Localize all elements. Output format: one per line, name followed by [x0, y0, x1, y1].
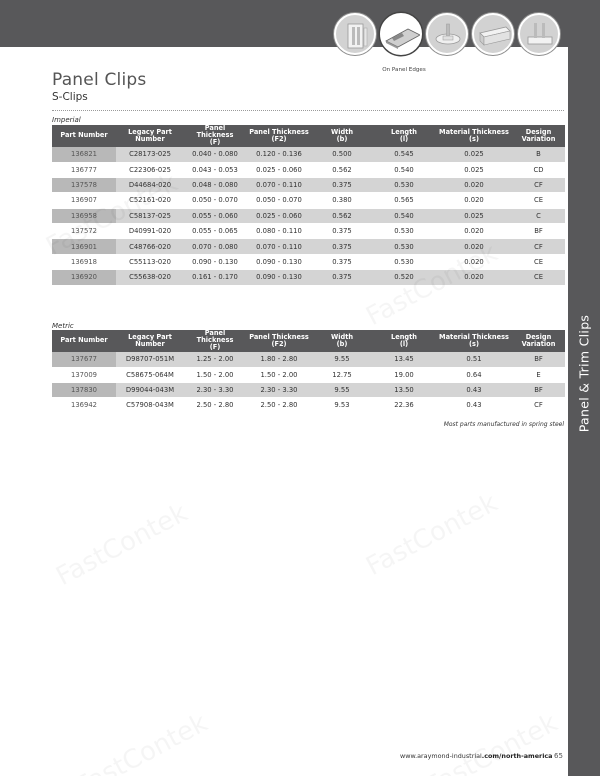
- watermark: [51, 498, 192, 592]
- table-cell: C52161-020: [116, 193, 184, 208]
- title-divider: [52, 110, 564, 111]
- table-cell: BF: [512, 224, 565, 239]
- table-cell: 0.040 - 0.080: [184, 147, 246, 162]
- column-header: [52, 330, 116, 352]
- column-header-line2: (F2): [271, 134, 287, 143]
- table-cell: 12.75: [312, 367, 372, 382]
- watermark: [421, 708, 562, 776]
- part-number-cell[interactable]: 136942: [52, 398, 116, 413]
- column-header-line1: Part Number: [60, 336, 108, 345]
- column-header: [512, 330, 565, 352]
- panel-edge-icon[interactable]: [380, 13, 422, 55]
- table-cell: 0.048 - 0.080: [184, 177, 246, 192]
- column-header-line2: Variation: [521, 134, 556, 143]
- column-header: [116, 125, 184, 147]
- column-header-line2: (b): [336, 339, 348, 348]
- table-cell: D44684-020: [116, 177, 184, 192]
- footer-url-middle: industrial: [451, 752, 482, 760]
- column-header-line1: Width: [330, 127, 354, 136]
- table-cell: 19.00: [372, 367, 436, 382]
- column-header: [52, 125, 116, 147]
- table-row: [52, 193, 565, 208]
- imperial-body: [52, 147, 565, 286]
- part-number-cell[interactable]: 136777: [52, 162, 116, 177]
- column-header-line2: Number: [135, 339, 165, 348]
- column-header-line2: (l): [399, 339, 409, 348]
- part-number-cell[interactable]: 136918: [52, 254, 116, 269]
- column-header: [184, 125, 246, 147]
- table-cell: 0.375: [312, 254, 372, 269]
- table-cell: 2.30 - 3.30: [246, 382, 312, 397]
- table-row: [52, 398, 565, 413]
- table-cell: CF: [512, 239, 565, 254]
- table-row: [52, 367, 565, 382]
- column-header-line1: Material Thickness: [439, 332, 509, 341]
- table-cell: CF: [512, 177, 565, 192]
- table-row: [52, 147, 565, 162]
- imperial-label: Imperial: [52, 116, 81, 124]
- table-cell: 2.50 - 2.80: [184, 398, 246, 413]
- table-cell: E: [512, 367, 565, 382]
- table-cell: 9.55: [312, 382, 372, 397]
- table-row: [52, 270, 565, 285]
- table-cell: 0.43: [436, 382, 512, 397]
- column-header-line1: Material Thickness: [439, 127, 509, 136]
- column-header: [372, 330, 436, 352]
- part-number-cell[interactable]: 137009: [52, 367, 116, 382]
- column-header-line2: (b): [336, 134, 348, 143]
- metric-label: Metric: [52, 322, 74, 330]
- table-cell: C22306-025: [116, 162, 184, 177]
- column-header-line2: (F2): [271, 339, 287, 348]
- column-header-line1: Legacy Part: [128, 332, 172, 341]
- table-cell: 0.090 - 0.130: [246, 270, 312, 285]
- table-cell: 1.50 - 2.00: [184, 367, 246, 382]
- table-cell: D98707-051M: [116, 352, 184, 367]
- column-header: [512, 125, 565, 147]
- part-number-cell[interactable]: 136901: [52, 239, 116, 254]
- table-cell: 0.530: [372, 239, 436, 254]
- table-row: [52, 382, 565, 397]
- table-cell: 0.375: [312, 224, 372, 239]
- table-cell: B: [512, 147, 565, 162]
- column-header: [184, 330, 246, 352]
- column-header: [312, 125, 372, 147]
- table-cell: 0.43: [436, 398, 512, 413]
- panel-stud-icon[interactable]: [518, 13, 560, 55]
- table-cell: 0.090 - 0.130: [246, 254, 312, 269]
- table-cell: 2.30 - 3.30: [184, 382, 246, 397]
- column-header: [372, 125, 436, 147]
- part-number-cell[interactable]: 136821: [52, 147, 116, 162]
- column-header: [246, 125, 312, 147]
- table-cell: 0.530: [372, 224, 436, 239]
- part-number-cell[interactable]: 136958: [52, 208, 116, 223]
- table-cell: 0.120 - 0.136: [246, 147, 312, 162]
- column-header-line1: Panel Thickness: [196, 329, 234, 345]
- table-cell: CE: [512, 193, 565, 208]
- table-cell: D40991-020: [116, 224, 184, 239]
- table-row: [52, 352, 565, 367]
- table-cell: 0.020: [436, 193, 512, 208]
- table-row: [52, 254, 565, 269]
- column-header-line1: Legacy Part: [128, 127, 172, 136]
- table-cell: 0.050 - 0.070: [246, 193, 312, 208]
- footnote: Most parts manufactured in spring steel: [443, 421, 564, 428]
- table-cell: 0.565: [372, 193, 436, 208]
- column-header: [116, 330, 184, 352]
- table-cell: C28173-025: [116, 147, 184, 162]
- page-subtitle: S-Clips: [52, 91, 88, 103]
- table-cell: 0.080 - 0.110: [246, 224, 312, 239]
- part-number-cell[interactable]: 137578: [52, 177, 116, 192]
- table-cell: 0.025: [436, 147, 512, 162]
- table-cell: 0.375: [312, 177, 372, 192]
- table-cell: 0.520: [372, 270, 436, 285]
- table-cell: 0.025 - 0.060: [246, 162, 312, 177]
- table-row: [52, 177, 565, 192]
- table-cell: CE: [512, 270, 565, 285]
- table-cell: 9.55: [312, 352, 372, 367]
- table-cell: 0.530: [372, 177, 436, 192]
- table-cell: C57908-043M: [116, 398, 184, 413]
- table-row: [52, 162, 565, 177]
- part-number-cell[interactable]: 137830: [52, 382, 116, 397]
- table-cell: 0.562: [312, 208, 372, 223]
- table-cell: 0.375: [312, 270, 372, 285]
- table-row: [52, 239, 565, 254]
- table-cell: 0.025 - 0.060: [246, 208, 312, 223]
- table-cell: 0.070 - 0.080: [184, 239, 246, 254]
- table-cell: 0.375: [312, 239, 372, 254]
- column-header-line2: (F): [209, 138, 221, 147]
- metric-table: [52, 330, 565, 414]
- table-cell: C: [512, 208, 565, 223]
- part-number-cell[interactable]: 137572: [52, 224, 116, 239]
- table-cell: 0.050 - 0.070: [184, 193, 246, 208]
- table-cell: 1.80 - 2.80: [246, 352, 312, 367]
- table-cell: CD: [512, 162, 565, 177]
- table-cell: 2.50 - 2.80: [246, 398, 312, 413]
- table-cell: 0.545: [372, 147, 436, 162]
- table-cell: 0.540: [372, 208, 436, 223]
- column-header-line1: Length: [391, 127, 417, 136]
- column-header-line2: (F): [209, 343, 221, 352]
- table-cell: 1.50 - 2.00: [246, 367, 312, 382]
- column-header-line1: Width: [330, 332, 354, 341]
- table-row: [52, 208, 565, 223]
- table-cell: C55113-020: [116, 254, 184, 269]
- table-cell: CE: [512, 254, 565, 269]
- footer-url-prefix: www.araymond-: [400, 752, 452, 760]
- watermark: [71, 708, 212, 776]
- table-cell: 9.53: [312, 398, 372, 413]
- table-cell: C55638-020: [116, 270, 184, 285]
- table-cell: 0.020: [436, 270, 512, 285]
- category-icons: [334, 13, 560, 55]
- icon-caption: On Panel Edges: [382, 67, 426, 73]
- table-cell: 0.530: [372, 254, 436, 269]
- side-tab[interactable]: [568, 303, 600, 443]
- table-cell: 0.020: [436, 254, 512, 269]
- column-header-line2: (s): [469, 339, 479, 348]
- part-number-cell[interactable]: 136907: [52, 193, 116, 208]
- column-header: [312, 330, 372, 352]
- table-cell: C58675-064M: [116, 367, 184, 382]
- table-cell: D99044-043M: [116, 382, 184, 397]
- table-cell: 1.25 - 2.00: [184, 352, 246, 367]
- table-cell: 0.161 - 0.170: [184, 270, 246, 285]
- table-cell: 13.45: [372, 352, 436, 367]
- table-cell: 0.055 - 0.065: [184, 224, 246, 239]
- table-cell: 0.380: [312, 193, 372, 208]
- trim-icon[interactable]: [472, 13, 514, 55]
- column-header-line2: Variation: [521, 339, 556, 348]
- column-header-line2: (s): [469, 134, 479, 143]
- column-header-line1: Length: [391, 332, 417, 341]
- page-number: 65: [554, 752, 563, 760]
- footer-url[interactable]: [400, 752, 553, 760]
- table-cell: 13.50: [372, 382, 436, 397]
- table-cell: BF: [512, 382, 565, 397]
- table-cell: 0.025: [436, 162, 512, 177]
- column-header-line2: (l): [399, 134, 409, 143]
- table-cell: 0.020: [436, 239, 512, 254]
- part-number-cell[interactable]: 137677: [52, 352, 116, 367]
- table-cell: 0.500: [312, 147, 372, 162]
- part-number-cell[interactable]: 136920: [52, 270, 116, 285]
- column-header-line1: Panel Thickness: [249, 332, 309, 341]
- metric-header-row: [52, 330, 565, 352]
- metric-body: [52, 352, 565, 414]
- table-cell: 0.540: [372, 162, 436, 177]
- table-cell: BF: [512, 352, 565, 367]
- table-cell: C48766-020: [116, 239, 184, 254]
- table-cell: 0.043 - 0.053: [184, 162, 246, 177]
- table-cell: C58137-025: [116, 208, 184, 223]
- table-cell: 0.055 - 0.060: [184, 208, 246, 223]
- column-header-line1: Panel Thickness: [249, 127, 309, 136]
- table-cell: 0.51: [436, 352, 512, 367]
- imperial-table: [52, 125, 565, 286]
- footer-url-suffix: .com/north-america: [481, 752, 553, 760]
- table-cell: 0.020: [436, 224, 512, 239]
- table-cell: 0.090 - 0.130: [184, 254, 246, 269]
- column-header-line1: Design: [525, 127, 552, 136]
- column-header-line2: Number: [135, 134, 165, 143]
- column-header: [436, 330, 512, 352]
- panel-rack-icon[interactable]: [334, 13, 376, 55]
- imperial-header-row: [52, 125, 565, 147]
- table-cell: 0.070 - 0.110: [246, 239, 312, 254]
- table-cell: 0.070 - 0.110: [246, 177, 312, 192]
- page-title: Panel Clips: [52, 70, 147, 90]
- table-cell: 0.562: [312, 162, 372, 177]
- column-header-line1: Design: [525, 332, 552, 341]
- panel-mount-icon[interactable]: [426, 13, 468, 55]
- table-cell: 0.025: [436, 208, 512, 223]
- column-header-line1: Part Number: [60, 131, 108, 140]
- table-cell: 0.64: [436, 367, 512, 382]
- column-header-line1: Panel Thickness: [196, 124, 234, 140]
- column-header: [246, 330, 312, 352]
- watermark: [361, 488, 502, 582]
- column-header: [436, 125, 512, 147]
- table-cell: CF: [512, 398, 565, 413]
- side-tab-label: Panel & Trim Clips: [576, 314, 592, 432]
- table-cell: 0.020: [436, 177, 512, 192]
- table-cell: 22.36: [372, 398, 436, 413]
- table-row: [52, 224, 565, 239]
